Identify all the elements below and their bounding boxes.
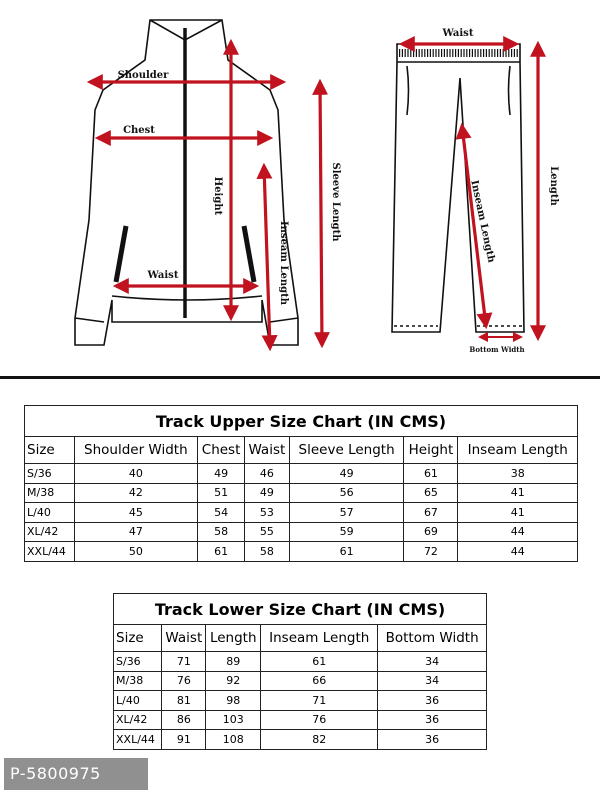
upper-value-cell: 41 [458, 483, 578, 503]
upper-chart-title: Track Upper Size Chart (IN CMS) [25, 406, 578, 437]
upper-size-cell: L/40 [25, 503, 75, 523]
upper-value-cell: 40 [74, 464, 198, 484]
left-pocket [116, 226, 126, 282]
upper-value-cell: 69 [404, 522, 458, 542]
lower-value-cell: 103 [206, 710, 261, 730]
upper-value-cell: 49 [245, 483, 290, 503]
upper-size-chart [24, 405, 578, 562]
inseam-label-lower: Inseam Length [468, 179, 497, 264]
inseam-label-upper: Inseam Length [278, 220, 289, 306]
waist-label-lower: Waist [442, 28, 474, 39]
length-label: Length [548, 166, 559, 206]
lower-value-cell: 86 [162, 710, 206, 730]
upper-table-row [25, 503, 578, 523]
upper-header-cell: Waist [245, 437, 290, 464]
lower-size-cell: M/38 [114, 671, 162, 691]
lower-table-row [114, 691, 487, 711]
upper-table-row [25, 464, 578, 484]
lower-value-cell: 36 [378, 691, 487, 711]
lower-size-chart [113, 593, 487, 750]
upper-header-cell: Inseam Length [458, 437, 578, 464]
lower-table-row [114, 710, 487, 730]
upper-value-cell: 55 [245, 522, 290, 542]
lower-value-cell: 36 [378, 710, 487, 730]
upper-value-cell: 44 [458, 542, 578, 562]
upper-value-cell: 72 [404, 542, 458, 562]
upper-size-cell: XXL/44 [25, 542, 75, 562]
lower-size-cell: L/40 [114, 691, 162, 711]
lower-value-cell: 76 [162, 671, 206, 691]
waist-label-upper: Waist [147, 270, 179, 281]
lower-value-cell: 71 [261, 691, 378, 711]
lower-header-cell: Inseam Length [261, 625, 378, 652]
shoulder-label: Shoulder [117, 70, 169, 81]
lower-value-cell: 92 [206, 671, 261, 691]
upper-table-row [25, 483, 578, 503]
lower-value-cell: 76 [261, 710, 378, 730]
chest-label: Chest [123, 125, 155, 136]
upper-value-cell: 61 [404, 464, 458, 484]
lower-value-cell: 82 [261, 730, 378, 750]
upper-value-cell: 61 [198, 542, 245, 562]
product-id-watermark: P-5800975 [4, 758, 148, 790]
lower-value-cell: 89 [206, 652, 261, 672]
upper-value-cell: 41 [458, 503, 578, 523]
lower-table-row [114, 671, 487, 691]
upper-value-cell: 49 [289, 464, 404, 484]
upper-size-cell: S/36 [25, 464, 75, 484]
lower-header-cell: Bottom Width [378, 625, 487, 652]
lower-value-cell: 81 [162, 691, 206, 711]
upper-value-cell: 65 [404, 483, 458, 503]
lower-size-cell: XL/42 [114, 710, 162, 730]
lower-header-cell: Length [206, 625, 261, 652]
size-diagram [0, 0, 600, 378]
upper-value-cell: 49 [198, 464, 245, 484]
bottom-width-label: Bottom Width [469, 345, 525, 354]
lower-size-cell: XXL/44 [114, 730, 162, 750]
upper-size-cell: M/38 [25, 483, 75, 503]
sleeve-arrow [320, 82, 322, 345]
upper-value-cell: 46 [245, 464, 290, 484]
lower-value-cell: 61 [261, 652, 378, 672]
lower-table-row [114, 652, 487, 672]
upper-header-cell: Chest [198, 437, 245, 464]
upper-value-cell: 54 [198, 503, 245, 523]
upper-value-cell: 58 [198, 522, 245, 542]
upper-header-cell: Size [25, 437, 75, 464]
upper-size-cell: XL/42 [25, 522, 75, 542]
upper-header-cell: Shoulder Width [74, 437, 198, 464]
lower-size-cell: S/36 [114, 652, 162, 672]
lower-value-cell: 34 [378, 671, 487, 691]
lower-value-cell: 36 [378, 730, 487, 750]
lower-chart-body [114, 625, 487, 750]
lower-header-cell: Size [114, 625, 162, 652]
upper-header-cell: Height [404, 437, 458, 464]
upper-value-cell: 53 [245, 503, 290, 523]
upper-value-cell: 47 [74, 522, 198, 542]
sleeve-length-label: Sleeve Length [330, 162, 341, 242]
right-pocket [244, 226, 254, 282]
upper-value-cell: 45 [74, 503, 198, 523]
upper-value-cell: 56 [289, 483, 404, 503]
lower-header-cell: Waist [162, 625, 206, 652]
upper-value-cell: 42 [74, 483, 198, 503]
lower-value-cell: 34 [378, 652, 487, 672]
upper-value-cell: 58 [245, 542, 290, 562]
lower-chart-title: Track Lower Size Chart (IN CMS) [114, 594, 487, 625]
upper-value-cell: 61 [289, 542, 404, 562]
upper-value-cell: 50 [74, 542, 198, 562]
upper-header-row [25, 437, 578, 464]
lower-value-cell: 91 [162, 730, 206, 750]
lower-header-row [114, 625, 487, 652]
pants-outline [392, 44, 524, 332]
lower-value-cell: 71 [162, 652, 206, 672]
height-label: Height [212, 176, 223, 216]
upper-table-row [25, 542, 578, 562]
lower-value-cell: 66 [261, 671, 378, 691]
upper-value-cell: 44 [458, 522, 578, 542]
section-divider [0, 376, 600, 379]
upper-chart-body [25, 437, 578, 562]
upper-table-row [25, 522, 578, 542]
lower-table-row [114, 730, 487, 750]
lower-value-cell: 98 [206, 691, 261, 711]
lower-value-cell: 108 [206, 730, 261, 750]
upper-value-cell: 59 [289, 522, 404, 542]
upper-header-cell: Sleeve Length [289, 437, 404, 464]
upper-value-cell: 51 [198, 483, 245, 503]
upper-value-cell: 57 [289, 503, 404, 523]
upper-value-cell: 38 [458, 464, 578, 484]
upper-value-cell: 67 [404, 503, 458, 523]
